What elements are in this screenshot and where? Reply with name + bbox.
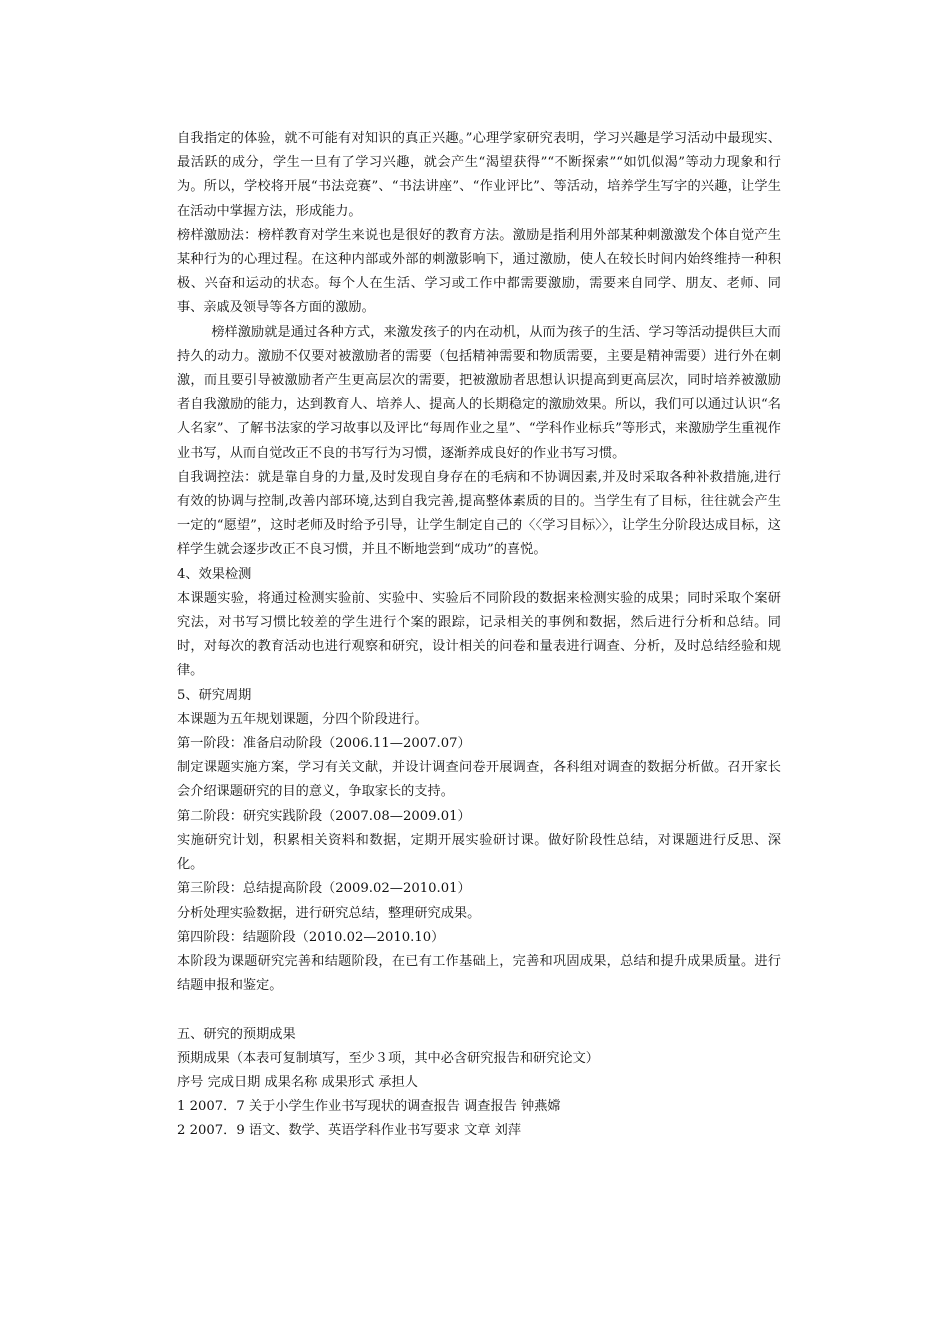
results-table-header: 序号 完成日期 成果名称 成果形式 承担人 — [177, 1074, 418, 1090]
paragraph-role-model-detail: 榜样激励就是通过各种方式，来激发孩子的内在动机，从而为孩子的生活、学习等活动提供巨大而持久的动力。激励不仅要对被激励者的需要（包括精神需要和物质需要，主要是精神需要）进行外在刺激，而且要引导被激励者产生更高层次的需要，把被激励者思想认识提高到更高层次，同时培养被激励者自我激励的能力，达到教育人、培养人、提高人的长期稳定的激励效果。所以，我们可以通过认识“名人名家”、了解书法家的学习故事以及评比“每周作业之星”、“学科作业标兵”等形式，来激励学生重视作业书写，从而自觉改正不良的书写行为习惯，逐渐养成良好的作业书写习惯。 — [177, 324, 781, 461]
paragraph-self-regulation-method: 自我调控法：就是靠自身的力量,及时发现自身存在的毛病和不协调因素,并及时采取各种补救措施,进行有效的协调与控制,改善内部环境,达到自我完善,提高整体素质的目的。当学生有了目标，往往就会产生一定的“愿望”，这时老师及时给予引导，让学生制定自己的〈〈学习目标〉〉，让学生分阶段达成目标，这样学生就会逐步改正不良习惯，并且不断地尝到“成功”的喜悦。 — [177, 469, 781, 558]
heading-expected-results: 五、研究的预期成果 — [177, 1026, 296, 1042]
paragraph-stage-one: 制定课题实施方案，学习有关文献，并设计调查问卷开展调查，各科组对调查的数据分析做。召开家长会介绍课题研究的目的意义，争取家长的支持。 — [177, 760, 781, 800]
paragraph-research-period-intro: 本课题为五年规划课题，分四个阶段进行。 — [177, 711, 428, 727]
results-table-row: 2 2007．9 语文、数学、英语学科作业书写要求 文章 刘萍 — [177, 1123, 522, 1139]
paragraph-role-model-method: 榜样激励法：榜样教育对学生来说也是很好的教育方法。激励是指利用外部某种刺激激发个体自觉产生某种行为的心理过程。在这种内部或外部的刺激影响下，通过激励，使人在较长时间内始终维持一种积极、兴奋和运动的状态。每个人在生活、学习或工作中都需要激励，需要来自同学、朋友、老师、同事、亲戚及领导等各方面的激励。 — [177, 227, 781, 316]
paragraph-stage-three: 分析处理实验数据，进行研究总结，整理研究成果。 — [177, 905, 481, 921]
paragraph-interest-continuation: 自我指定的体验，就不可能有对知识的真正兴趣。”心理学家研究表明，学习兴趣是学习活动中最现实、最活跃的成分，学生一旦有了学习兴趣，就会产生“渴望获得”“不断探索”“如饥似渴”等动力现象和行为。所以，学校将开展“书法竞赛”、“书法讲座”、“作业评比”、等活动，培养学生写字的兴趣，让学生在活动中掌握方法，形成能力。 — [177, 131, 781, 219]
paragraph-stage-four: 本阶段为课题研究完善和结题阶段，在已有工作基础上，完善和巩固成果，总结和提升成果质量。进行结题申报和鉴定。 — [177, 953, 781, 994]
heading-stage-one: 第一阶段：准备启动阶段（2006.11—2007.07） — [177, 736, 471, 752]
heading-stage-two: 第二阶段：研究实践阶段（2007.08—2009.01） — [177, 808, 471, 824]
results-table-row: 1 2007．7 关于小学生作业书写现状的调查报告 调查报告 钟燕嫦 — [177, 1099, 561, 1115]
paragraph-stage-two: 实施研究计划，积累相关资料和数据，定期开展实验研讨课。做好阶段性总结，对课题进行反思、深化。 — [177, 832, 781, 873]
heading-stage-three: 第三阶段：总结提高阶段（2009.02—2010.01） — [177, 881, 471, 897]
document-page — [177, 127, 781, 1144]
heading-research-period: 5、研究周期 — [177, 687, 252, 703]
paragraph-effect-testing: 本课题实验，将通过检测实验前、实验中、实验后不同阶段的数据来检测实验的成果；同时采取个案研究法，对书写习惯比较差的学生进行个案的跟踪，记录相关的事例和数据，然后进行分析和总结。同时，对每次的教育活动也进行观察和研究，设计相关的问卷和量表进行调查、分析，及时总结经验和规律。 — [177, 590, 781, 679]
paragraph-expected-results-note: 预期成果（本表可复制填写，至少３项，其中必含研究报告和研究论文） — [177, 1050, 599, 1066]
blank-line — [177, 998, 781, 1022]
heading-stage-four: 第四阶段：结题阶段（2010.02—2010.10） — [177, 929, 445, 945]
heading-effect-testing: 4、效果检测 — [177, 566, 252, 582]
